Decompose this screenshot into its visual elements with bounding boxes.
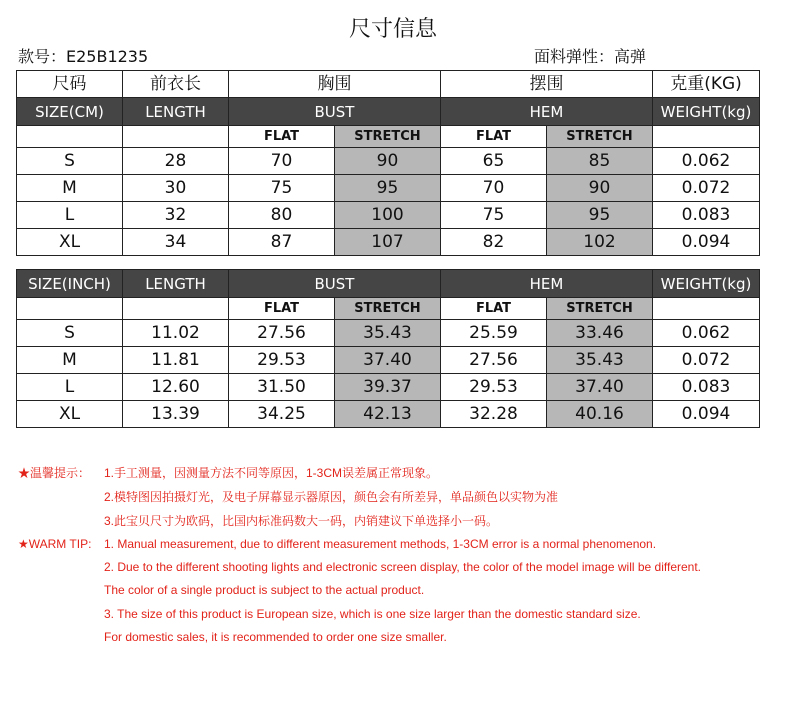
cn-tip-line: 1.手工测量，因测量方法不同等原因，1-3CM误差属正常现象。 [104, 466, 439, 480]
hem-stretch-cell: 95 [547, 202, 653, 229]
length-cell: 11.81 [123, 347, 229, 374]
hem-flat-cell: 32.28 [441, 401, 547, 428]
header-size: SIZE(CM) [17, 98, 123, 126]
header-size: SIZE(INCH) [17, 270, 123, 298]
bust-flat-cell: 87 [229, 229, 335, 256]
en-tip-line: 2. Due to the different shooting lights and electronic screen display, the color of the model image will be different. [104, 560, 702, 574]
page-title: 尺寸信息 [348, 17, 437, 42]
hem-stretch-cell: 90 [547, 175, 653, 202]
sub-header-hem-flat: FLAT [441, 298, 547, 320]
hem-stretch-cell: 35.43 [547, 347, 653, 374]
length-cell: 11.02 [123, 320, 229, 347]
header-length: LENGTH [123, 270, 229, 298]
bust-stretch-cell: 95 [335, 175, 441, 202]
header-row [17, 98, 760, 126]
bust-flat-cell: 29.53 [229, 347, 335, 374]
header-bust: BUST [229, 98, 441, 126]
hem-stretch-cell: 37.40 [547, 374, 653, 401]
bust-stretch-cell: 42.13 [335, 401, 441, 428]
weight-cell: 0.094 [653, 401, 760, 428]
size-cell: M [17, 175, 123, 202]
sub-header-row [17, 126, 760, 148]
style-number: 款号：E25B1235 [18, 47, 149, 66]
size-cell: S [17, 148, 123, 175]
blank-cell [17, 298, 123, 320]
bust-stretch-cell: 37.40 [335, 347, 441, 374]
en-tip-line: The color of a single product is subject to the actual product. [104, 583, 425, 597]
length-cell: 13.39 [123, 401, 229, 428]
weight-cell: 0.083 [653, 202, 760, 229]
size-cell: M [17, 347, 123, 374]
table-row [17, 401, 760, 428]
header-bust: BUST [229, 270, 441, 298]
cn-tip-label: ★温馨提示： [18, 466, 91, 480]
fabric-elasticity: 面料弹性：高弹 [534, 47, 647, 66]
blank-cell [17, 126, 123, 148]
bust-flat-cell: 34.25 [229, 401, 335, 428]
sub-header-bust-stretch: STRETCH [335, 298, 441, 320]
bust-stretch-cell: 100 [335, 202, 441, 229]
length-cell: 32 [123, 202, 229, 229]
cn-header-bust: 胸围 [229, 71, 441, 98]
hem-flat-cell: 75 [441, 202, 547, 229]
cn-tip-line: 2.模特图因拍摄灯光，及电子屏幕显示器原因，颜色会有所差异，单品颜色以实物为准 [104, 490, 559, 504]
cn-header-length: 前衣长 [123, 71, 229, 98]
cn-tip-line: 3.此宝贝尺寸为欧码，比国内标准码数大一码，内销建议下单选择小一码。 [104, 514, 499, 528]
bust-flat-cell: 80 [229, 202, 335, 229]
weight-cell: 0.072 [653, 347, 760, 374]
bust-flat-cell: 27.56 [229, 320, 335, 347]
sub-header-hem-flat: FLAT [441, 126, 547, 148]
hem-stretch-cell: 33.46 [547, 320, 653, 347]
weight-cell: 0.062 [653, 148, 760, 175]
length-cell: 28 [123, 148, 229, 175]
length-cell: 30 [123, 175, 229, 202]
length-cell: 12.60 [123, 374, 229, 401]
chinese-header-row [17, 71, 760, 98]
hem-flat-cell: 65 [441, 148, 547, 175]
table-row [17, 374, 760, 401]
cn-header-hem: 摆围 [441, 71, 653, 98]
header-weight: WEIGHT(kg) [653, 98, 760, 126]
table-row [17, 202, 760, 229]
hem-flat-cell: 25.59 [441, 320, 547, 347]
length-cell: 34 [123, 229, 229, 256]
weight-cell: 0.062 [653, 320, 760, 347]
blank-cell [123, 298, 229, 320]
en-tip-line: For domestic sales, it is recommended to order one size smaller. [104, 630, 447, 644]
size-cell: XL [17, 401, 123, 428]
size-cell: L [17, 202, 123, 229]
en-tip-line: 1. Manual measurement, due to different measurement methods, 1-3CM error is a normal phenomenon. [104, 537, 657, 551]
size-table-inch [16, 269, 760, 428]
bust-stretch-cell: 39.37 [335, 374, 441, 401]
table-row [17, 175, 760, 202]
hem-stretch-cell: 102 [547, 229, 653, 256]
table-row [17, 148, 760, 175]
bust-stretch-cell: 107 [335, 229, 441, 256]
bust-flat-cell: 31.50 [229, 374, 335, 401]
size-table-cm [16, 70, 760, 256]
hem-flat-cell: 70 [441, 175, 547, 202]
weight-cell: 0.083 [653, 374, 760, 401]
hem-flat-cell: 82 [441, 229, 547, 256]
en-tip-line: 3. The size of this product is European size, which is one size larger than the domestic standard size. [104, 607, 641, 621]
bust-flat-cell: 70 [229, 148, 335, 175]
sub-header-row [17, 298, 760, 320]
weight-cell: 0.094 [653, 229, 760, 256]
hem-flat-cell: 29.53 [441, 374, 547, 401]
sub-header-hem-stretch: STRETCH [547, 298, 653, 320]
sub-header-bust-flat: FLAT [229, 298, 335, 320]
header-row [17, 270, 760, 298]
header-hem: HEM [441, 98, 653, 126]
sub-header-bust-stretch: STRETCH [335, 126, 441, 148]
bust-flat-cell: 75 [229, 175, 335, 202]
header-length: LENGTH [123, 98, 229, 126]
sub-header-hem-stretch: STRETCH [547, 126, 653, 148]
cn-header-size: 尺码 [17, 71, 123, 98]
bust-stretch-cell: 90 [335, 148, 441, 175]
cn-header-weight: 克重(KG) [653, 71, 760, 98]
en-tip-label: ★WARM TIP: [18, 537, 92, 551]
blank-cell [653, 298, 760, 320]
table-row [17, 320, 760, 347]
size-cell: L [17, 374, 123, 401]
weight-cell: 0.072 [653, 175, 760, 202]
hem-flat-cell: 27.56 [441, 347, 547, 374]
header-hem: HEM [441, 270, 653, 298]
size-cell: XL [17, 229, 123, 256]
blank-cell [123, 126, 229, 148]
bust-stretch-cell: 35.43 [335, 320, 441, 347]
hem-stretch-cell: 40.16 [547, 401, 653, 428]
table-row [17, 347, 760, 374]
hem-stretch-cell: 85 [547, 148, 653, 175]
size-cell: S [17, 320, 123, 347]
header-weight: WEIGHT(kg) [653, 270, 760, 298]
table-row [17, 229, 760, 256]
sub-header-bust-flat: FLAT [229, 126, 335, 148]
blank-cell [653, 126, 760, 148]
